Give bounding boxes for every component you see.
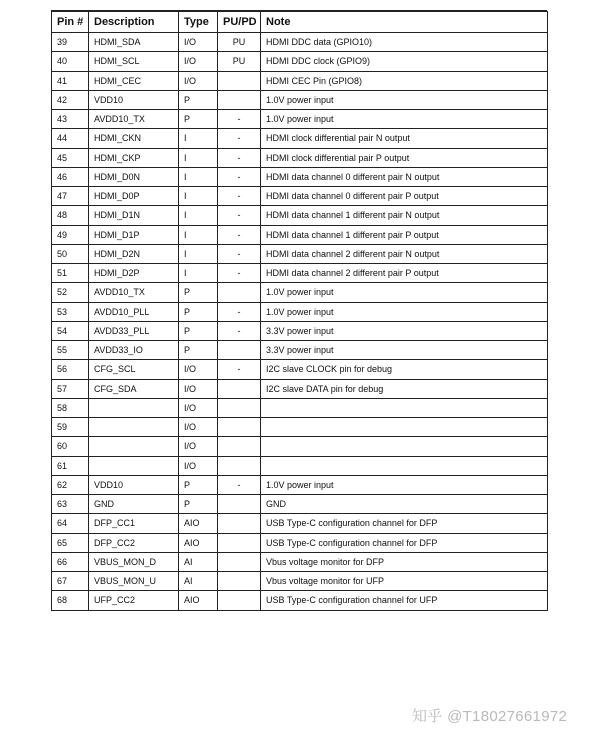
table-row [52, 33, 548, 52]
table-row [52, 437, 548, 456]
pin-cell: 49 [52, 225, 89, 244]
note-cell: I2C slave CLOCK pin for debug [261, 360, 548, 379]
type-cell: I [179, 187, 218, 206]
pupd-cell: PU [218, 52, 261, 71]
pin-cell: 61 [52, 456, 89, 475]
note-cell [261, 418, 548, 437]
table-row [52, 244, 548, 263]
table-row [52, 572, 548, 591]
type-cell: P [179, 341, 218, 360]
note-cell: USB Type-C configuration channel for UFP [261, 591, 548, 610]
note-cell: 1.0V power input [261, 475, 548, 494]
type-cell: I [179, 167, 218, 186]
pupd-cell [218, 552, 261, 571]
note-cell: HDMI DDC data (GPIO10) [261, 33, 548, 52]
pin-cell: 64 [52, 514, 89, 533]
type-cell: AIO [179, 514, 218, 533]
pin-cell: 63 [52, 495, 89, 514]
pin-cell: 53 [52, 302, 89, 321]
pupd-cell [218, 514, 261, 533]
table-row [52, 129, 548, 148]
type-cell: I/O [179, 437, 218, 456]
note-cell: HDMI data channel 1 different pair N output [261, 206, 548, 225]
note-cell: Vbus voltage monitor for DFP [261, 552, 548, 571]
table-row [52, 302, 548, 321]
table-row [52, 552, 548, 571]
pupd-cell [218, 90, 261, 109]
description-cell: AVDD33_IO [89, 341, 179, 360]
description-cell [89, 456, 179, 475]
type-cell: I [179, 206, 218, 225]
description-cell: VBUS_MON_U [89, 572, 179, 591]
type-cell: I [179, 244, 218, 263]
description-cell: UFP_CC2 [89, 591, 179, 610]
header-pin: Pin # [52, 12, 89, 33]
pin-cell: 62 [52, 475, 89, 494]
note-cell [261, 398, 548, 417]
note-cell: HDMI data channel 2 different pair P output [261, 264, 548, 283]
note-cell: HDMI CEC Pin (GPIO8) [261, 71, 548, 90]
table-row [52, 475, 548, 494]
pin-cell: 67 [52, 572, 89, 591]
table-row [52, 167, 548, 186]
table-row [52, 514, 548, 533]
header-note: Note [261, 12, 548, 33]
type-cell: I/O [179, 33, 218, 52]
pin-rows [52, 33, 548, 611]
table-row [52, 360, 548, 379]
description-cell: HDMI_CEC [89, 71, 179, 90]
pupd-cell: - [218, 244, 261, 263]
type-cell: AIO [179, 591, 218, 610]
description-cell: CFG_SCL [89, 360, 179, 379]
description-cell: HDMI_D2N [89, 244, 179, 263]
pin-cell: 47 [52, 187, 89, 206]
note-cell: HDMI clock differential pair P output [261, 148, 548, 167]
type-cell: P [179, 90, 218, 109]
pupd-cell [218, 591, 261, 610]
type-cell: I/O [179, 71, 218, 90]
type-cell: P [179, 302, 218, 321]
pin-cell: 56 [52, 360, 89, 379]
pupd-cell [218, 533, 261, 552]
pupd-cell: - [218, 110, 261, 129]
description-cell: HDMI_CKN [89, 129, 179, 148]
pin-cell: 60 [52, 437, 89, 456]
type-cell: P [179, 495, 218, 514]
type-cell: AI [179, 552, 218, 571]
pupd-cell [218, 437, 261, 456]
table-row [52, 52, 548, 71]
note-cell: HDMI data channel 0 different pair P output [261, 187, 548, 206]
pupd-cell [218, 379, 261, 398]
type-cell: I/O [179, 418, 218, 437]
description-cell [89, 418, 179, 437]
pupd-cell: - [218, 148, 261, 167]
note-cell [261, 437, 548, 456]
pin-cell: 51 [52, 264, 89, 283]
pin-cell: 41 [52, 71, 89, 90]
description-cell: VBUS_MON_D [89, 552, 179, 571]
type-cell: I/O [179, 52, 218, 71]
type-cell: I/O [179, 398, 218, 417]
type-cell: I/O [179, 379, 218, 398]
note-cell: Vbus voltage monitor for UFP [261, 572, 548, 591]
pupd-cell [218, 283, 261, 302]
description-cell: HDMI_D1N [89, 206, 179, 225]
note-cell: HDMI DDC clock (GPIO9) [261, 52, 548, 71]
table-row [52, 264, 548, 283]
table-row [52, 206, 548, 225]
pin-cell: 58 [52, 398, 89, 417]
pin-cell: 44 [52, 129, 89, 148]
note-cell: 1.0V power input [261, 90, 548, 109]
watermark: 知乎 @T18027661972 [412, 708, 568, 725]
table-row [52, 533, 548, 552]
pin-cell: 46 [52, 167, 89, 186]
pupd-cell [218, 418, 261, 437]
pupd-cell [218, 495, 261, 514]
pupd-cell: - [218, 360, 261, 379]
pupd-cell [218, 71, 261, 90]
table-row [52, 456, 548, 475]
table-row [52, 379, 548, 398]
type-cell: I [179, 129, 218, 148]
type-cell: I [179, 225, 218, 244]
pin-cell: 40 [52, 52, 89, 71]
pin-cell: 59 [52, 418, 89, 437]
pin-cell: 54 [52, 321, 89, 340]
note-cell: USB Type-C configuration channel for DFP [261, 533, 548, 552]
pin-cell: 66 [52, 552, 89, 571]
pin-cell: 43 [52, 110, 89, 129]
type-cell: AIO [179, 533, 218, 552]
pupd-cell: - [218, 321, 261, 340]
description-cell: AVDD33_PLL [89, 321, 179, 340]
pin-cell: 65 [52, 533, 89, 552]
description-cell: VDD10 [89, 475, 179, 494]
pupd-cell [218, 398, 261, 417]
pin-cell: 50 [52, 244, 89, 263]
note-cell: 1.0V power input [261, 283, 548, 302]
description-cell: GND [89, 495, 179, 514]
description-cell: HDMI_SDA [89, 33, 179, 52]
pin-cell: 45 [52, 148, 89, 167]
description-cell: HDMI_CKP [89, 148, 179, 167]
note-cell [261, 456, 548, 475]
type-cell: I [179, 264, 218, 283]
type-cell: P [179, 321, 218, 340]
table-row [52, 148, 548, 167]
pupd-cell: - [218, 225, 261, 244]
pupd-cell [218, 456, 261, 475]
pin-cell: 42 [52, 90, 89, 109]
table-row [52, 110, 548, 129]
pupd-cell: - [218, 264, 261, 283]
note-cell: USB Type-C configuration channel for DFP [261, 514, 548, 533]
description-cell: AVDD10_TX [89, 283, 179, 302]
pin-cell: 48 [52, 206, 89, 225]
table-row [52, 90, 548, 109]
pin-cell: 55 [52, 341, 89, 360]
description-cell: VDD10 [89, 90, 179, 109]
table-row [52, 321, 548, 340]
pupd-cell: - [218, 302, 261, 321]
pin-cell: 68 [52, 591, 89, 610]
pupd-cell: PU [218, 33, 261, 52]
description-cell [89, 437, 179, 456]
type-cell: I/O [179, 456, 218, 475]
description-cell: CFG_SDA [89, 379, 179, 398]
pupd-cell: - [218, 475, 261, 494]
description-cell: AVDD10_PLL [89, 302, 179, 321]
table-row [52, 495, 548, 514]
description-cell: HDMI_D1P [89, 225, 179, 244]
note-cell: 3.3V power input [261, 321, 548, 340]
description-cell: DFP_CC2 [89, 533, 179, 552]
document-page [51, 10, 547, 611]
table-row [52, 591, 548, 610]
note-cell: HDMI data channel 1 different pair P output [261, 225, 548, 244]
type-cell: I/O [179, 360, 218, 379]
description-cell: HDMI_D2P [89, 264, 179, 283]
pupd-cell: - [218, 206, 261, 225]
description-cell: DFP_CC1 [89, 514, 179, 533]
type-cell: P [179, 283, 218, 302]
type-cell: P [179, 475, 218, 494]
pin-cell: 39 [52, 33, 89, 52]
note-cell: I2C slave DATA pin for debug [261, 379, 548, 398]
table-row [52, 71, 548, 90]
header-row [52, 12, 548, 33]
type-cell: P [179, 110, 218, 129]
description-cell: HDMI_D0P [89, 187, 179, 206]
pupd-cell: - [218, 187, 261, 206]
note-cell: 1.0V power input [261, 110, 548, 129]
pupd-cell [218, 341, 261, 360]
table-row [52, 398, 548, 417]
description-cell: HDMI_D0N [89, 167, 179, 186]
pupd-cell: - [218, 167, 261, 186]
pin-table [51, 11, 548, 611]
note-cell: HDMI clock differential pair N output [261, 129, 548, 148]
type-cell: AI [179, 572, 218, 591]
table-row [52, 418, 548, 437]
description-cell: AVDD10_TX [89, 110, 179, 129]
pin-cell: 57 [52, 379, 89, 398]
description-cell: HDMI_SCL [89, 52, 179, 71]
note-cell: HDMI data channel 0 different pair N output [261, 167, 548, 186]
note-cell: GND [261, 495, 548, 514]
pin-cell: 52 [52, 283, 89, 302]
table-row [52, 341, 548, 360]
note-cell: 1.0V power input [261, 302, 548, 321]
description-cell [89, 398, 179, 417]
header-type: Type [179, 12, 218, 33]
header-description: Description [89, 12, 179, 33]
table-row [52, 225, 548, 244]
pupd-cell [218, 572, 261, 591]
table-row [52, 283, 548, 302]
table-row [52, 187, 548, 206]
note-cell: 3.3V power input [261, 341, 548, 360]
type-cell: I [179, 148, 218, 167]
header-pupd: PU/PD [218, 12, 261, 33]
pupd-cell: - [218, 129, 261, 148]
note-cell: HDMI data channel 2 different pair N output [261, 244, 548, 263]
